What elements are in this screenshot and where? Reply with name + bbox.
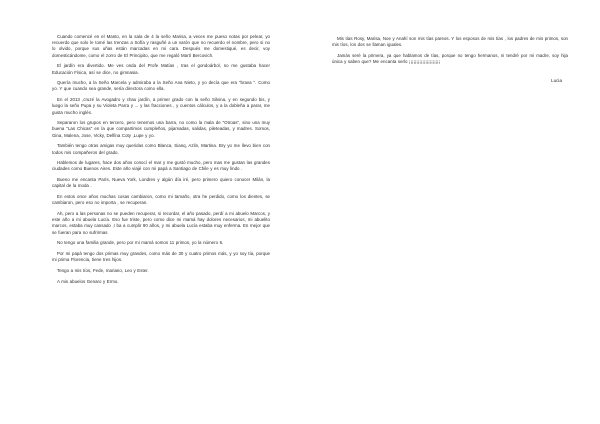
paragraph: Por mi papá tengo dos primas muy grandes, como más de 30 y cuatro primos más, y yo soy tía, porque mi prima Florencia, tiene tres hijos. (52, 250, 270, 263)
paragraph: No tengo una familia grande, pero por mi mamá somos 11 primos, yo la número 6. (57, 240, 224, 246)
paragraph: Cuando comencé en el Manto, en la sala de 4 la seño Marisa, a veces me pueso notas por pelear, yo recuerdo que solo le tomé las trenzas a Sofía y rasguñé a un varón que no recuerdo el nombre, pero si no lo olvido, porque sus uñas están marcadas en mi cara. Después me domestiqué, es decir, voy domesticándome, como el zorro de El Principito, que me regaló Martí Bercovich. (52, 34, 270, 58)
paragraph: El jardín era divertido. Me ves onda del Profe Matías , tras el gondoárbol, no me gustaba hacer Educación Física, así se dice, no gimnasia. (52, 63, 270, 75)
paragraph: Tengo a mis tíos, Fede, mariano, Leo y Ester. (57, 267, 149, 273)
paragraph: Mis tías Rosy, Marisa, Noe y Anahí son mis tías pareos. Y los esposos de mis tías , los padres de mis primos, son mis tíos, los dos se llaman iguales. (332, 36, 568, 48)
paragraph: También tengo otras amigas muy queridas como Blanca, Sianq, Azlin, Martina. Bry yo me llevo bien con todos mis compañeros del grado. (52, 143, 270, 155)
left-page-text-column (52, 34, 270, 289)
paragraph: Ah, pero a las personas no se pueden recuperar, si recordar, el año pasado, perdí a mi abuelo Marcos, y este año a mi abuela Lucía. Eso fue triste, pero como dice mi mamá hay dolores necesarios, mi abuelito marcos, estaba muy cansado ,! ba a cumplir 90 años, y mi abuela Lucía estaba muy enferma. En mejor que se fueran para no sufrirmas (52, 210, 270, 235)
right-page-text-column (332, 36, 568, 70)
author-signature: Lucia (551, 78, 562, 83)
paragraph: Separaron los grupos en tercero, pero tenemos una barra, no como la mala de "Otroas", sino una muy buena "Las Chicas" en la que compartimos cumpleños, pijamadas, salidas, pileteadas, y madres. Somos, Gina, Malena, Jose, Vicky, Delfina Coty ,Lupe y yo. (52, 120, 270, 138)
paragraph: Jamás seré la primera, ya que hablamos de tías, porque no tengo hermanos, ni tendré por mi madre, soy hija única y saben que? Me encanta serlo ¡¡¡¡¡¡¡¡¡¡¡¡¡¡¡¡¡¡¡¡¡ (332, 52, 568, 65)
paragraph: Bueno me encanta París, Nueva York, Londres y algún día iré, pero primero quiero conocer Milán, la capital de la moda . (52, 177, 270, 189)
paragraph: Hablemos de lugares, hace dos años conocí el mar y me gustó mucho, pero mas me gustan las grandes ciudades como Buenos Aires. Este año viajé con mi papá a Santiago de Chile y es muy lindo . (52, 160, 270, 172)
paragraph: A mis abuelos Genaro y Ermo. (57, 278, 119, 284)
paragraph: En estos once años muchas cosas cambiaron, como mi tamaño, otra he perdido, como los dientes, se cambiaron, pero eso no importa , se recuperan. (52, 194, 270, 206)
right-page (300, 0, 600, 424)
paragraph: En el 2013 ,cruzé la Avogadro y chau jardín, a primer grado con la seño Silvina, y en segundo bis, y luego la seño Pupa y su Violeta Parra y ... y las fracciones , y cuentos cálculos, y a la dobleña a parar, me gusta mucho inglés. (52, 97, 270, 115)
paragraph: Quería mucho, a la Seño Marcela y admiraba a la Seño Ana Nieto, y yo decía que era "brava ". Como yo. Y que cuando sea grande, sería directora como ella. (52, 80, 270, 92)
